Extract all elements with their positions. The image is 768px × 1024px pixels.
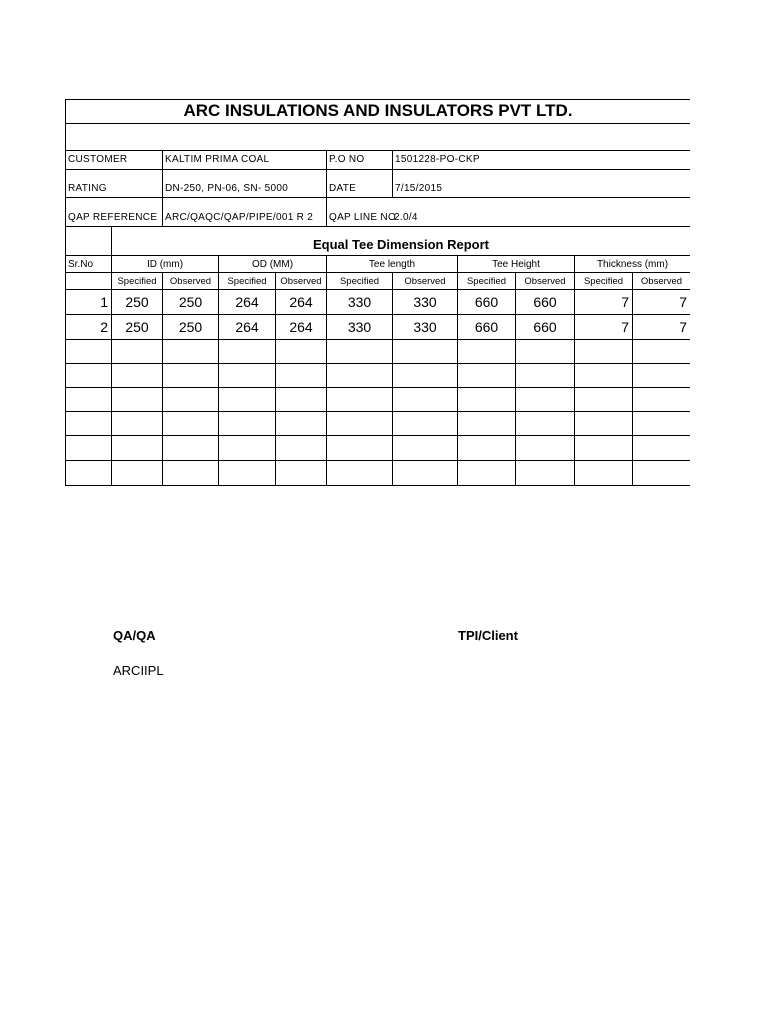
report-title-row [66,227,690,256]
thickness-specified-header: Specified [574,273,632,289]
grid-line [515,436,516,460]
grid-line [632,340,633,363]
company-signature-name: ARCIIPL [113,663,164,678]
length-observed-cell: 330 [392,315,457,339]
grid-line [457,461,458,485]
grid-line [392,436,393,460]
grid-line [275,436,276,460]
od-observed-cell: 264 [275,315,326,339]
po-value: 1501228-PO-CKP [392,151,690,169]
length-specified-cell: 330 [326,290,392,314]
empty-table-row [66,364,690,388]
grid-line [162,412,163,435]
height-observed-header: Observed [515,273,574,289]
grid-line [632,388,633,411]
grid-line [162,436,163,460]
grid-line [275,388,276,411]
grid-line [515,364,516,387]
od-specified-cell: 264 [218,290,275,314]
grid-line [392,340,393,363]
grid-line [162,340,163,363]
grid-line [111,436,112,460]
thickness-observed-cell: 7 [632,290,690,314]
customer-row [66,151,690,170]
grid-line [457,388,458,411]
qap-reference-value: ARC/QAQC/QAP/PIPE/001 R 2 [162,198,326,226]
thickness-observed-header: Observed [632,273,690,289]
height-specified-cell: 660 [457,315,515,339]
date-label: DATE [326,170,392,197]
id-observed-header: Observed [162,273,218,289]
tpi-client-signature-label: TPI/Client [458,628,518,643]
report-sheet [65,99,690,486]
height-specified-cell: 660 [457,290,515,314]
grid-line [162,364,163,387]
grid-line [275,461,276,485]
od-observed-header: Observed [275,273,326,289]
blank-row [66,124,690,151]
grid-line [218,364,219,387]
od-specified-cell: 264 [218,315,275,339]
height-observed-cell: 660 [515,315,574,339]
grid-line [162,388,163,411]
grid-line [275,340,276,363]
grid-line [574,340,575,363]
table-row [66,290,690,315]
id-observed-cell: 250 [162,315,218,339]
height-observed-cell: 660 [515,290,574,314]
grid-line [111,364,112,387]
rating-row [66,170,690,198]
grid-line [111,388,112,411]
customer-label: CUSTOMER [68,154,128,165]
height-specified-header: Specified [457,273,515,289]
od-observed-cell: 264 [275,290,326,314]
grid-line [574,412,575,435]
grid-line [392,388,393,411]
grid-line [162,461,163,485]
qap-line-label: QAP LINE NO [326,198,392,226]
grid-line [515,412,516,435]
qap-reference-label: QAP REFERENCE [68,212,158,223]
grid-line [457,412,458,435]
grid-line [574,436,575,460]
grid-line [111,412,112,435]
grid-line [574,388,575,411]
grid-line [457,436,458,460]
id-header: ID (mm) [111,256,218,272]
grid-line [632,436,633,460]
empty-table-row [66,412,690,436]
sub-header-row [66,273,690,290]
thickness-specified-cell: 7 [574,290,632,314]
id-specified-header: Specified [111,273,162,289]
sr-no-cell: 1 [100,294,108,310]
grid-line [515,388,516,411]
company-title: ARC INSULATIONS AND INSULATORS PVT LTD. [183,101,573,120]
grid-line [632,364,633,387]
grid-line [515,461,516,485]
empty-table-row [66,340,690,364]
grid-line [111,340,112,363]
grid-line [574,364,575,387]
rating-label: RATING [68,183,107,194]
grid-line [275,412,276,435]
grid-line [632,412,633,435]
empty-table-row [66,436,690,461]
thickness-specified-cell: 7 [574,315,632,339]
qap-row [66,198,690,227]
qap-line-value: 2.0/4 [394,212,418,223]
title-row [66,100,690,124]
table-row [66,315,690,340]
tee-length-header: Tee length [326,256,457,272]
grid-line [326,412,327,435]
length-specified-cell: 330 [326,315,392,339]
grid-line [218,461,219,485]
length-observed-cell: 330 [392,290,457,314]
empty-table-row [66,461,690,486]
customer-value: KALTIM PRIMA COAL [162,151,326,169]
thickness-observed-cell: 7 [632,315,690,339]
sr-no-cell: 2 [100,319,108,335]
id-specified-cell: 250 [111,290,162,314]
grid-line [326,364,327,387]
grid-line [218,388,219,411]
report-title: Equal Tee Dimension Report [111,227,690,255]
id-specified-cell: 250 [111,315,162,339]
grid-line [326,461,327,485]
rating-value: DN-250, PN-06, SN- 5000 [162,170,326,197]
grid-line [111,461,112,485]
grid-line [218,436,219,460]
grid-line [515,340,516,363]
length-observed-header: Observed [392,273,457,289]
date-value: 7/15/2015 [392,170,690,197]
po-label: P.O NO [326,151,392,169]
thickness-header: Thickness (mm) [574,256,690,272]
grid-line [392,364,393,387]
grid-line [574,461,575,485]
group-header-row [66,256,690,273]
grid-line [457,340,458,363]
length-specified-header: Specified [326,273,392,289]
grid-line [275,364,276,387]
od-header: OD (MM) [218,256,326,272]
grid-line [457,364,458,387]
grid-line [392,461,393,485]
qa-signature-label: QA/QA [113,628,156,643]
tee-height-header: Tee Height [457,256,574,272]
empty-table-row [66,388,690,412]
id-observed-cell: 250 [162,290,218,314]
grid-line [218,412,219,435]
grid-line [392,412,393,435]
grid-line [326,436,327,460]
grid-line [326,340,327,363]
sr-no-header: Sr.No [68,259,94,270]
od-specified-header: Specified [218,273,275,289]
grid-line [632,461,633,485]
grid-line [218,340,219,363]
grid-line [326,388,327,411]
